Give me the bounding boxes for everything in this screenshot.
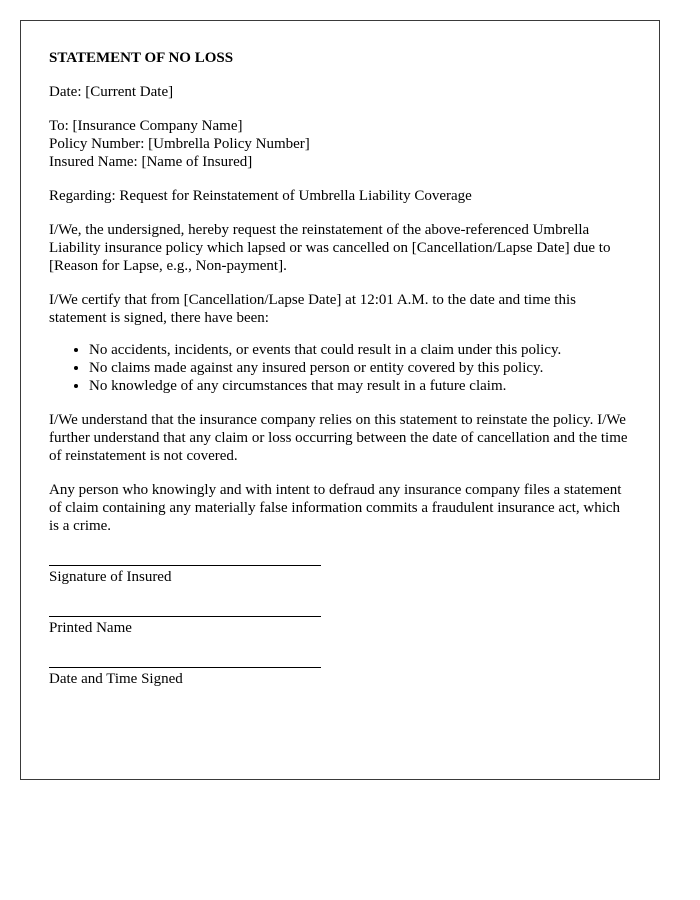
regarding-line: Regarding: Request for Reinstatement of Umbrella Liability Coverage	[49, 188, 472, 204]
date-time-line	[49, 653, 321, 668]
certification-list	[49, 341, 631, 395]
date-line: Date: [Current Date]	[49, 84, 174, 100]
date-time-group	[49, 653, 631, 688]
request-paragraph: I/We, the undersigned, hereby request the reinstatement of the above-referenced Umbrella Liability insurance policy which lapsed or was cancelled on [Cancellation/Lapse Date] due to [Reason for Lapse, e.g., Non-payment].	[49, 222, 611, 274]
understand-paragraph: I/We understand that the insurance company relies on this statement to reinstate the policy. I/We further understand that any claim or loss occurring between the date of cancellation and the time of reinstatement is not covered.	[49, 412, 628, 464]
date-time-label: Date and Time Signed	[49, 671, 183, 687]
signature-label: Signature of Insured	[49, 569, 172, 585]
certify-paragraph: I/We certify that from [Cancellation/Lapse Date] at 12:01 A.M. to the date and time this statement is signed, there have been:	[49, 292, 576, 326]
printed-name-line	[49, 602, 321, 617]
signature-line	[49, 551, 321, 566]
document-title: STATEMENT OF NO LOSS	[49, 50, 234, 66]
list-item: • No knowledge of any circumstances that may result in a future claim.	[89, 377, 631, 395]
addressee-policy-number: Policy Number: [Umbrella Policy Number]	[49, 136, 310, 152]
document-page	[20, 20, 660, 780]
printed-name-group	[49, 602, 631, 637]
signature-section	[49, 551, 631, 688]
printed-name-label: Printed Name	[49, 620, 132, 636]
addressee-insured-name: Insured Name: [Name of Insured]	[49, 154, 253, 170]
signature-group	[49, 551, 631, 586]
list-item: • No claims made against any insured person or entity covered by this policy.	[89, 359, 631, 377]
fraud-warning-paragraph: Any person who knowingly and with intent to defraud any insurance company files a statement of claim containing any materially false information commits a fraudulent insurance act, which is a crime.	[49, 482, 622, 534]
list-item: • No accidents, incidents, or events that could result in a claim under this policy.	[89, 341, 631, 359]
addressee-block	[49, 117, 631, 171]
addressee-to: To: [Insurance Company Name]	[49, 118, 243, 134]
